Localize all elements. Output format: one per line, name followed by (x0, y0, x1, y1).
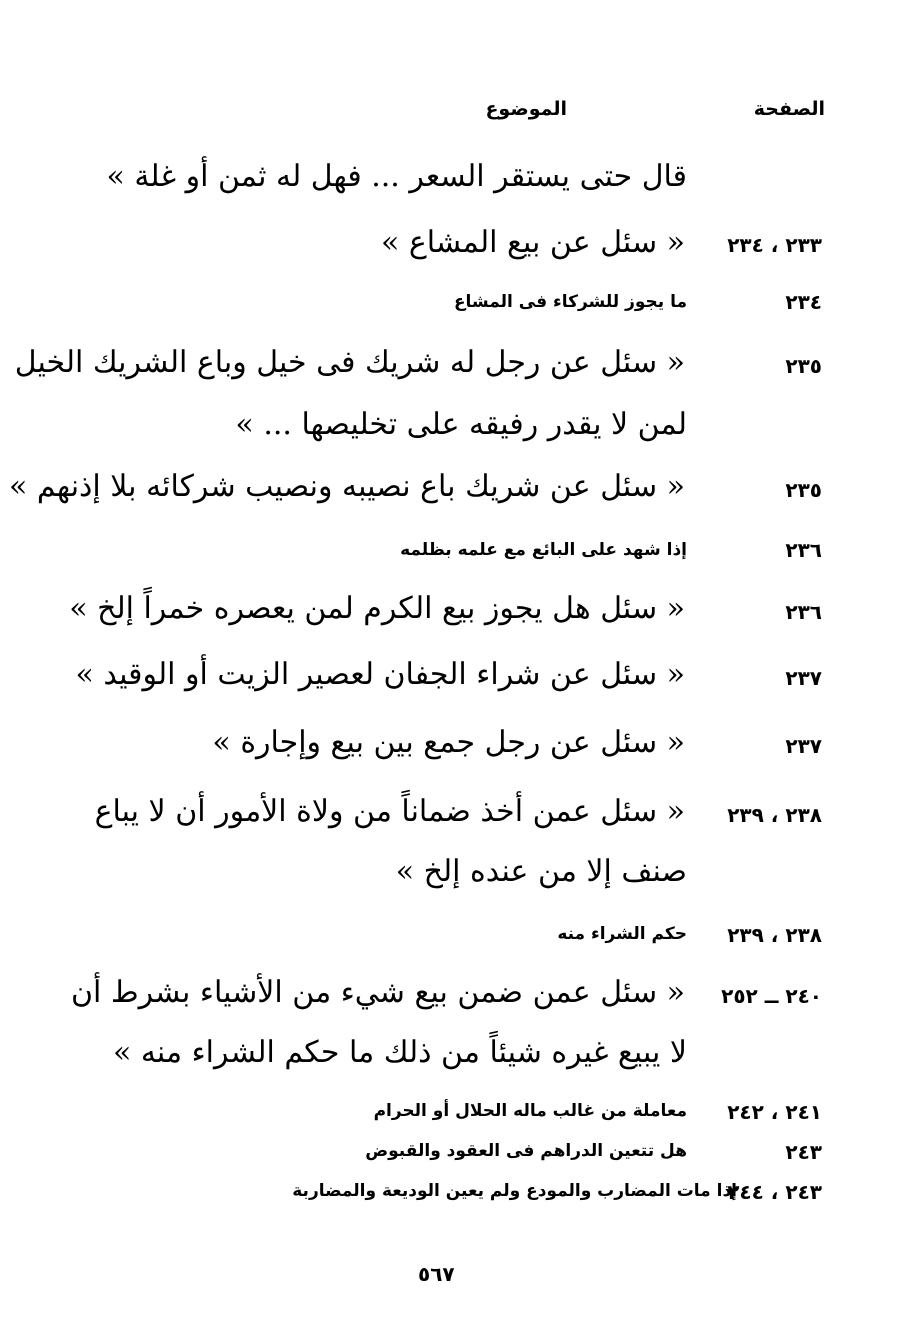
page-number-ref: ٢٤٠ ــ ٢٥٢ (721, 984, 822, 1008)
page-number-ref: ٢٤١ ، ٢٤٢ (727, 1100, 822, 1124)
subtopic-entry: هل تتعين الدراهم فى العقود والقبوض (365, 1141, 687, 1161)
topic-entry: « سئل عن بيع المشاع » (380, 225, 685, 260)
page-column-header: الصفحة (753, 98, 825, 120)
topic-column-header: الموضوع (485, 98, 567, 120)
topic-entry: « سئل عمن أخذ ضماناً من ولاة الأمور أن لا يباع (94, 794, 685, 829)
subtopic-entry: معاملة من غالب ماله الحلال أو الحرام (373, 1101, 687, 1121)
page-number-ref: ٢٤٣ (785, 1140, 822, 1164)
page-number-ref: ٢٤٣ ، ٢٤٤ (727, 1180, 822, 1204)
page-number-ref: ٢٣٧ (785, 734, 822, 758)
subtopic-entry: حكم الشراء منه (557, 924, 687, 944)
page-number-ref: ٢٣٧ (785, 666, 822, 690)
page-number: ٥٦٧ (418, 1262, 455, 1286)
topic-entry: « سئل عن رجل جمع بين بيع وإجارة » (212, 725, 685, 760)
topic-entry: « سئل هل يجوز بيع الكرم لمن يعصره خمراً إلخ » (69, 591, 685, 626)
page-number-ref: ٢٣٦ (785, 538, 822, 562)
topic-entry: « سئل عن شراء الجفان لعصير الزيت أو الوقيد » (75, 657, 685, 692)
subtopic-entry: إذا مات المضارب والمودع ولم يعين الوديعة والمضاربة (292, 1181, 737, 1201)
topic-entry: « سئل عن رجل له شريك فى خيل وباع الشريك الخيل (14, 345, 685, 380)
subtopic-entry: ما يجوز للشركاء فى المشاع (453, 292, 687, 312)
page-number-ref: ٢٣٦ (785, 600, 822, 624)
topic-continuation-text: لا يبيع غيره شيئاً من ذلك ما حكم الشراء منه » (112, 1035, 687, 1070)
page-number-ref: ٢٣٨ ، ٢٣٩ (727, 923, 822, 947)
subtopic-entry: إذا شهد على البائع مع علمه بظلمه (400, 540, 687, 560)
topic-entry: « سئل عمن ضمن بيع شيء من الأشياء بشرط أن (70, 975, 685, 1010)
topic-continuation-text: قال حتى يستقر السعر ... فهل له ثمن أو غلة » (106, 159, 687, 194)
page-number-ref: ٢٣٨ ، ٢٣٩ (727, 803, 822, 827)
page-number-ref: ٢٣٥ (785, 478, 822, 502)
page-number-ref: ٢٣٤ (785, 290, 822, 314)
topic-entry: « سئل عن شريك باع نصيبه ونصيب شركائه بلا إذنهم » (9, 469, 685, 504)
page-number-ref: ٢٣٣ ، ٢٣٤ (727, 233, 822, 257)
topic-continuation-text: صنف إلا من عنده إلخ » (395, 854, 687, 889)
page-number-ref: ٢٣٥ (785, 354, 822, 378)
topic-continuation-text: لمن لا يقدر رفيقه على تخليصها ... » (235, 407, 687, 442)
